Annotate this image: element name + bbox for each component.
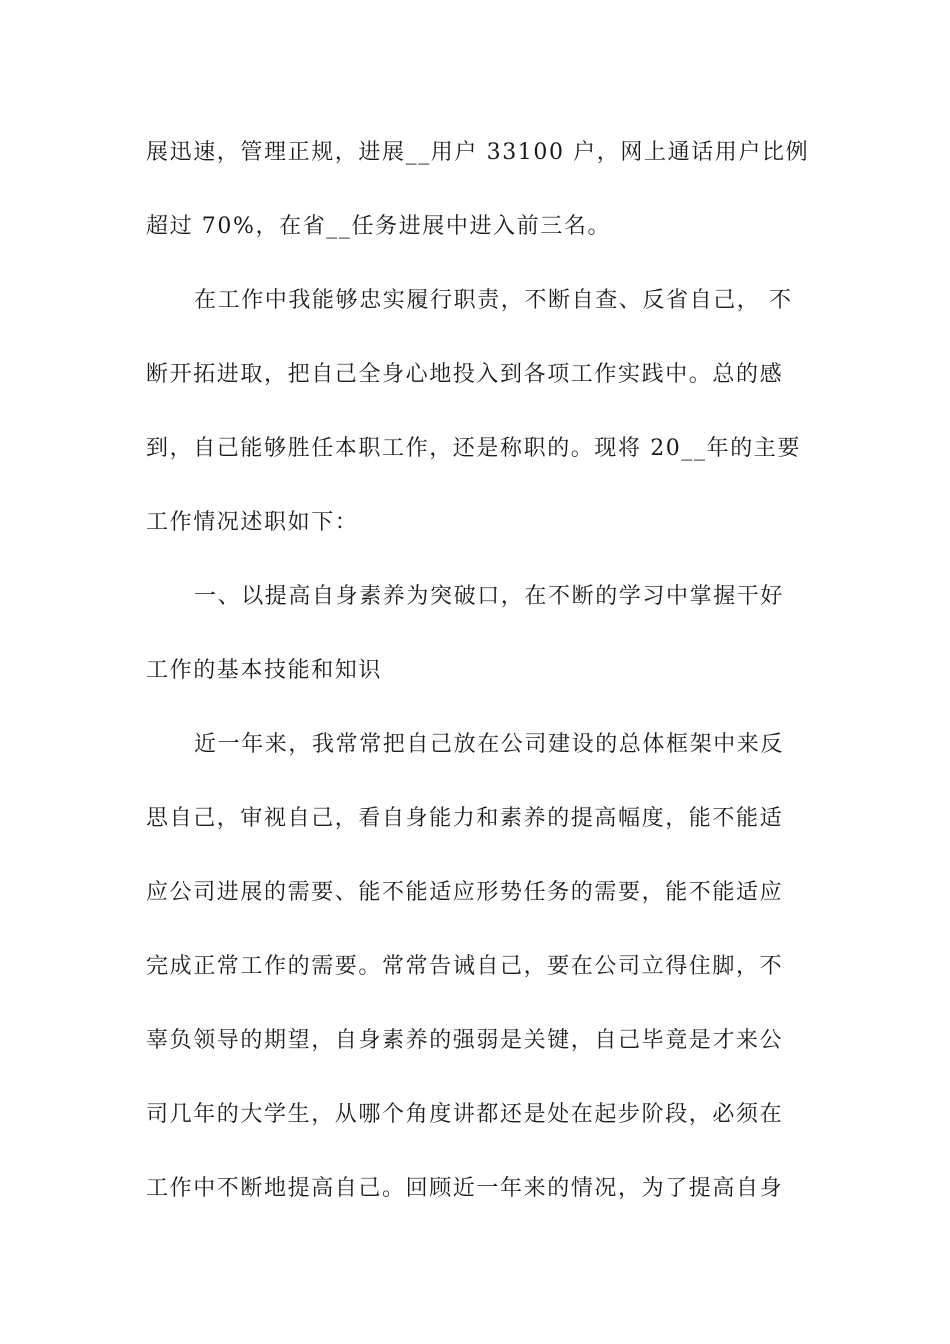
text-line: 完成正常工作的需要。常常告诫自己，要在公司立得住脚，不 xyxy=(146,954,784,979)
text-line: 到，自己能够胜任本职工作，还是称职的。现将 20__年的主要 xyxy=(146,436,801,461)
text-line: 应公司进展的需要、能不能适应形势任务的需要，能不能适应 xyxy=(146,880,784,905)
text-line: 展迅速，管理正规，进展__用户 33100 户，网上通话用户比例 xyxy=(146,140,810,165)
text-line: 辜负领导的期望，自身素养的强弱是关键，自己毕竟是才来公 xyxy=(146,1028,784,1053)
text-line: 工作中不断地提高自己。回顾近一年来的情况，为了提高自身 xyxy=(146,1176,784,1201)
section-heading-line: 工作的基本技能和知识 xyxy=(146,658,383,683)
text-line: 断开拓进取，把自己全身心地投入到各项工作实践中。总的感 xyxy=(146,362,784,387)
section-heading-line: 一、以提高自身素养为突破口，在不断的学习中掌握干好 xyxy=(194,584,785,609)
text-line: 思自己，审视自己，看自身能力和素养的提高幅度，能不能适 xyxy=(146,806,784,831)
paragraph-first-line: 在工作中我能够忠实履行职责，不断自查、反省自己， 不 xyxy=(194,288,793,313)
text-line: 司几年的大学生，从哪个角度讲都还是处在起步阶段，必须在 xyxy=(146,1102,784,1127)
text-line: 超过 70%，在省__任务进展中进入前三名。 xyxy=(146,214,612,239)
text-line: 工作情况述职如下： xyxy=(146,510,359,535)
paragraph-first-line: 近一年来，我常常把自己放在公司建设的总体框架中来反 xyxy=(194,732,785,757)
